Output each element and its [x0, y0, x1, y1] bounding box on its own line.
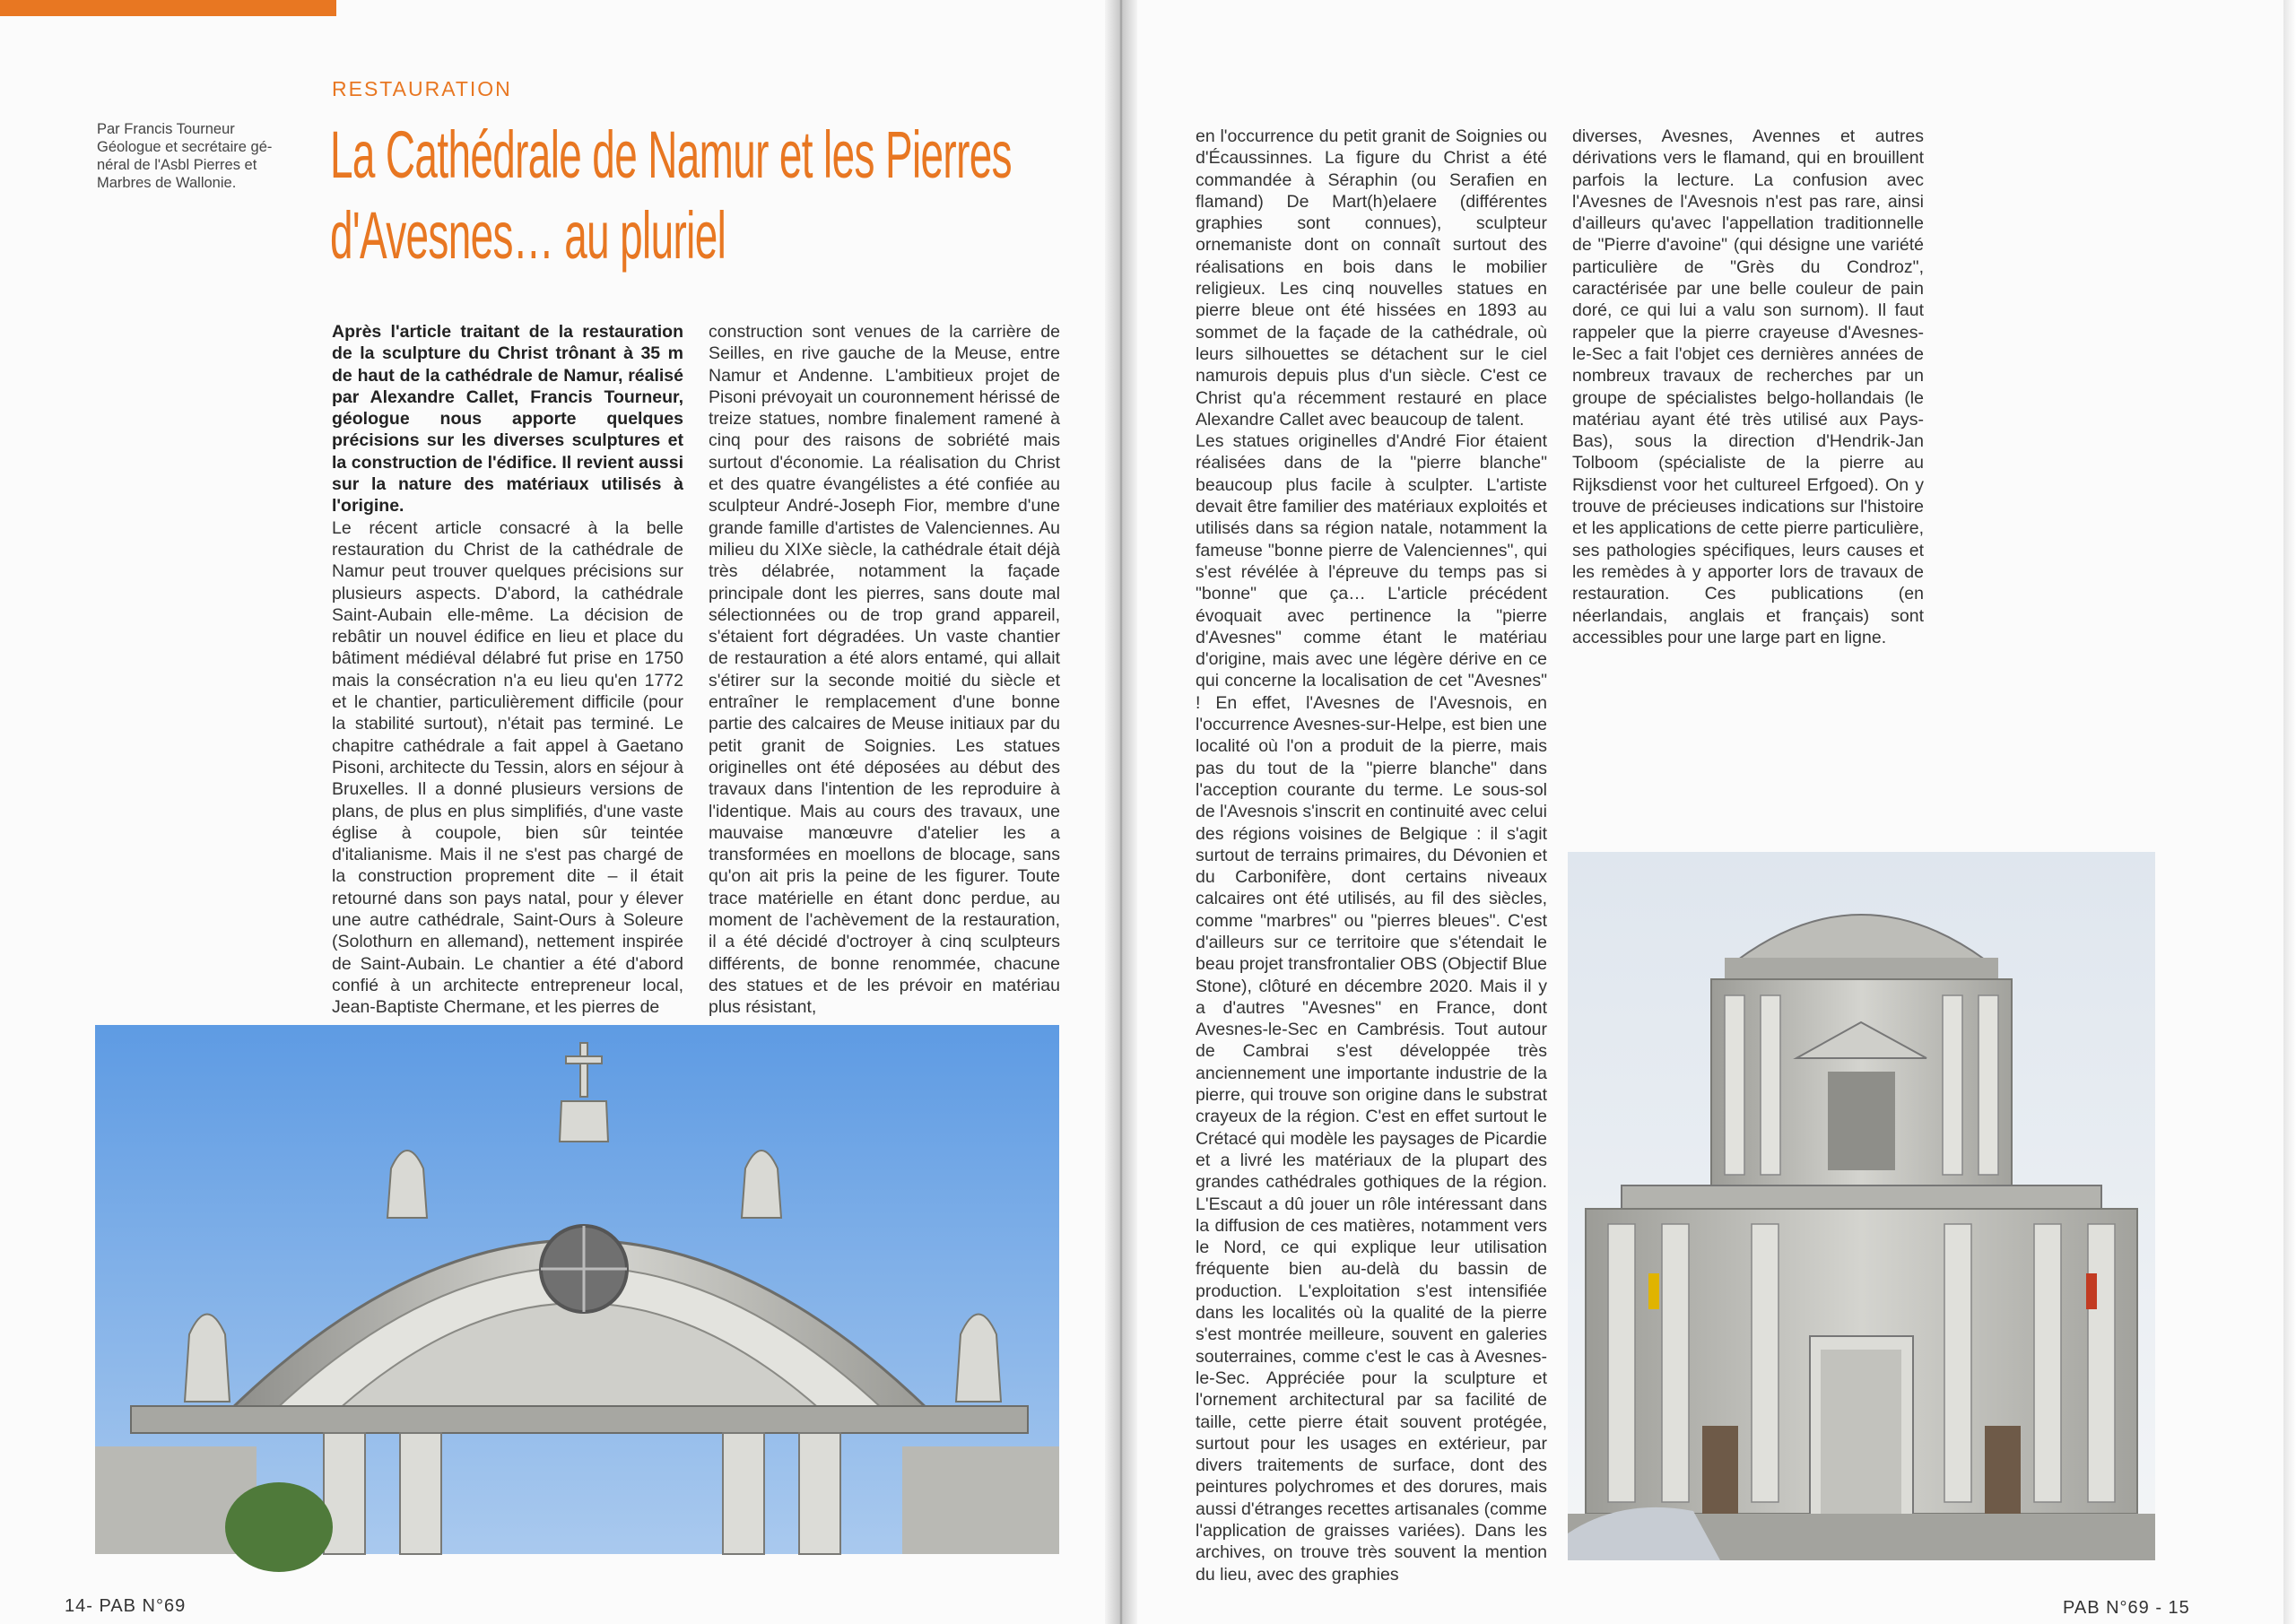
byline-line: néral de l'Asbl Pierres et	[97, 157, 257, 173]
right-column-1	[1196, 126, 1547, 1585]
byline-line: Marbres de Wallonie.	[97, 175, 237, 191]
article-title	[330, 115, 1012, 276]
byline-line: Géologue et secrétaire gé-	[97, 139, 273, 155]
author-byline	[97, 120, 312, 192]
page-number-right: PAB N°69 - 15	[2063, 1598, 2190, 1618]
page-gutter	[1105, 0, 1137, 1624]
body-paragraph: en l'occurrence du petit granit de Soignies ou d'Écaussinnes. La figure du Christ a été commandée à Séraphin (ou Serafien en flamand) De Mart(h)elaere (différentes graphies sont connues), sculpteur ornemaniste dont on connaît surtout des réalisations en bois dans le mobilier religieux. Les cinq nouvelles statues en pierre bleue ont été hissées en 1893 au sommet de la façade de la cathédrale, où leurs silhouettes se détachent sur le ciel namurois depuis plus d'un siècle. C'est ce Christ qu'a récemment restauré en place Alexandre Callet avec beaucoup de talent.	[1196, 126, 1547, 430]
body-paragraph: diverses, Avesnes, Avennes et autres dérivations vers le flamand, qui en brouillent parfois la lecture. La confusion avec l'Avesnes de l'Avesnois n'est pas rare, ainsi d'ailleurs qu'avec l'appellation traditionnelle de "Pierre d'avoine" (qui désigne une variété particulière de "Grès du Condroz", caractérisée par une belle couleur de pain doré, ce qui lui a valu son surnom). Il faut rappeler que la pierre crayeuse d'Avesnes-le-Sec a fait l'objet ces dernières années de nombreux travaux de recherches par un groupe de spécialistes belgo-hollandais (le matériau ayant été très utilisé aux Pays-Bas), sous la direction d'Hendrik-Jan Tolboom (spécialiste de la pierre au Rijksdienst voor het cultureel Erfgoed). On y trouve de précieuses indications sur l'histoire et les applications de cette pierre particulière, ses pathologies spécifiques, leurs causes et les remèdes à y apporter lors de travaux de restauration. Ces publications (en néerlandais, anglais et français) sont accessibles pour une large part en ligne.	[1572, 126, 1924, 647]
page-number-left: 14- PAB N°69	[65, 1596, 187, 1616]
byline-line: Par Francis Tourneur	[97, 121, 235, 137]
article-lead: Après l'article traitant de la restauration de la sculpture du Christ trônant à 35 m de haut de la cathédrale de Namur, réalisé par Alexandre Callet, Francis Tourneur, géologue nous apporte quelques précisions sur les diverses sculptures et la construction de l'édifice. Il revient aussi sur la nature des matériaux utilisés à l'origine.	[332, 322, 683, 517]
accent-bar	[0, 0, 336, 16]
cathedral-roof-photo	[95, 1025, 1059, 1554]
title-line: La Cathédrale de Namur et les Pierres	[330, 117, 1012, 192]
section-label: RESTAURATION	[332, 77, 512, 100]
title-line: d'Avesnes… au pluriel	[330, 198, 726, 273]
page-edge	[2283, 0, 2296, 1624]
body-paragraph: Le récent article consacré à la belle restauration du Christ de la cathédrale de Namur peut trouver quelques précisions sur plusieurs aspects. D'abord, la cathédrale Saint-Aubain elle-même. La décision de rebâtir un nouvel édifice en lieu et place du bâtiment médiéval délabré fut prise en 1750 mais la consécration n'a eu lieu qu'en 1772 et le chantier, particulièrement difficile (pour la stabilité surtout), n'était pas terminé. Le chapitre cathédrale a fait appel à Gaetano Pisoni, architecte du Tessin, alors en séjour à Bruxelles. Il a donné plusieurs versions de plans, de plus en plus simplifiés, d'une vaste église à coupole, bien sûr teintée d'italianisme. Mais il ne s'est pas chargé de la construction proprement dite – il était retourné dans son pays natal, pour y élever une autre cathédrale, Saint-Ours à Soleure (Solothurn en allemand), nettement inspirée de Saint-Aubain. Le chantier a été d'abord confié à un architecte entrepreneur local, Jean-Baptiste Chermane, et les pierres de	[332, 517, 683, 1018]
right-column-2	[1572, 126, 1924, 655]
left-column-2	[709, 321, 1060, 1018]
body-paragraph: construction sont venues de la carrière de Seilles, en rive gauche de la Meuse, entre Namur et Andenne. L'ambitieux projet de Pisoni prévoyait un couronnement hérissé de treize statues, nombre finalement ramené à cinq pour des raisons de sobriété mais surtout d'économie. La réalisation du Christ et des quatre évangélistes a été confiée au sculpteur André-Joseph Fior, membre d'une grande famille d'artistes de Valenciennes. Au milieu du XIXe siècle, la cathédrale était déjà très délabrée, notamment la façade principale dont les pierres, sans doute mal sélectionnées ou de trop grand appareil, s'étaient fort dégradées. Un vaste chantier de restauration a été alors entamé, qui allait s'étirer sur la seconde moitié du siècle et entraîner le remplacement d'une bonne partie des calcaires de Meuse initiaux par du petit granit de Soignies. Les statues originelles ont été déposées au début des travaux dans l'intention de les reproduire à l'identique. Mais au cours des travaux, une mauvaise manœuvre d'atelier les a transformées en moellons de blocage, sans qu'on ait pris la peine de les figurer. Toute trace matérielle en étant donc perdue, au moment de l'achèvement de la restauration, il a été décidé d'octroyer à cinq sculpteurs différents, de bonne renommée, chacune des statues et de les prévoir en matériau plus résistant,	[709, 322, 1060, 1018]
cathedral-facade-photo	[1568, 852, 2155, 1560]
body-paragraph: Les statues originelles d'André Fior étaient réalisées dans de la "pierre blanche" beaucoup plus facile à sculpter. L'artiste devait être familier des matériaux exploités et utilisés dans sa région natale, notamment la fameuse "bonne pierre de Valenciennes", qui s'est révélée à l'épreuve du temps pas si "bonne" que ça… L'article précédent évoquait avec pertinence la "pierre d'Avesnes" comme étant le matériau d'origine, mais avec une légère dérive en ce qui concerne la localisation de cet "Avesnes" ! En effet, l'Avesnes de l'Avesnois, en l'occurrence Avesnes-sur-Helpe, est bien une localité où l'on a produit de la pierre, mais pas du tout de la "pierre blanche" dans l'acception courante du terme. Le sous-sol de l'Avesnois s'inscrit en continuité avec celui des régions voisines de Belgique : il s'agit surtout de terrains primaires, du Dévonien et du Carbonifère, dont certains niveaux calcaires ont été utilisés, au fil des siècles, comme "marbres" ou "pierres bleues". C'est d'ailleurs sur ce territoire que s'étendait le beau projet transfrontalier OBS (Objectif Blue Stone), clôturé en décembre 2020. Mais il y a d'autres "Avesnes" en France, dont Avesnes-le-Sec en Cambrésis. Tout autour de Cambrai s'est développée très anciennement une importante industrie de la pierre, qui trouve son origine dans le substrat crayeux de la région. C'est en effet surtout le Crétacé qui modèle les paysages de Picardie et a livré les matériaux de la plupart des grandes cathédrales gothiques de la région. L'Escaut a dû jouer un rôle intéressant dans la diffusion de ces matières, notamment vers le Nord, ce qui explique leur utilisation fréquente bien au-delà du bassin de production. L'exploitation s'est intensifiée dans les localités où la qualité de la pierre s'est montrée meilleure, souvent en galeries souterraines, comme c'est le cas à Avesnes-le-Sec. Appréciée pour la sculpture et l'ornement architectural par sa facilité de taille, cette pierre était souvent protégée, surtout pour les usages en extérieur, par divers traitements de surface, dont des peintures polychromes et des dorures, mais aussi d'étranges recettes artisanales (comme l'application de graisses variées). Dans les archives, on trouve très souvent la mention du lieu, avec des graphies	[1196, 431, 1547, 1585]
left-column-1	[332, 321, 683, 1018]
